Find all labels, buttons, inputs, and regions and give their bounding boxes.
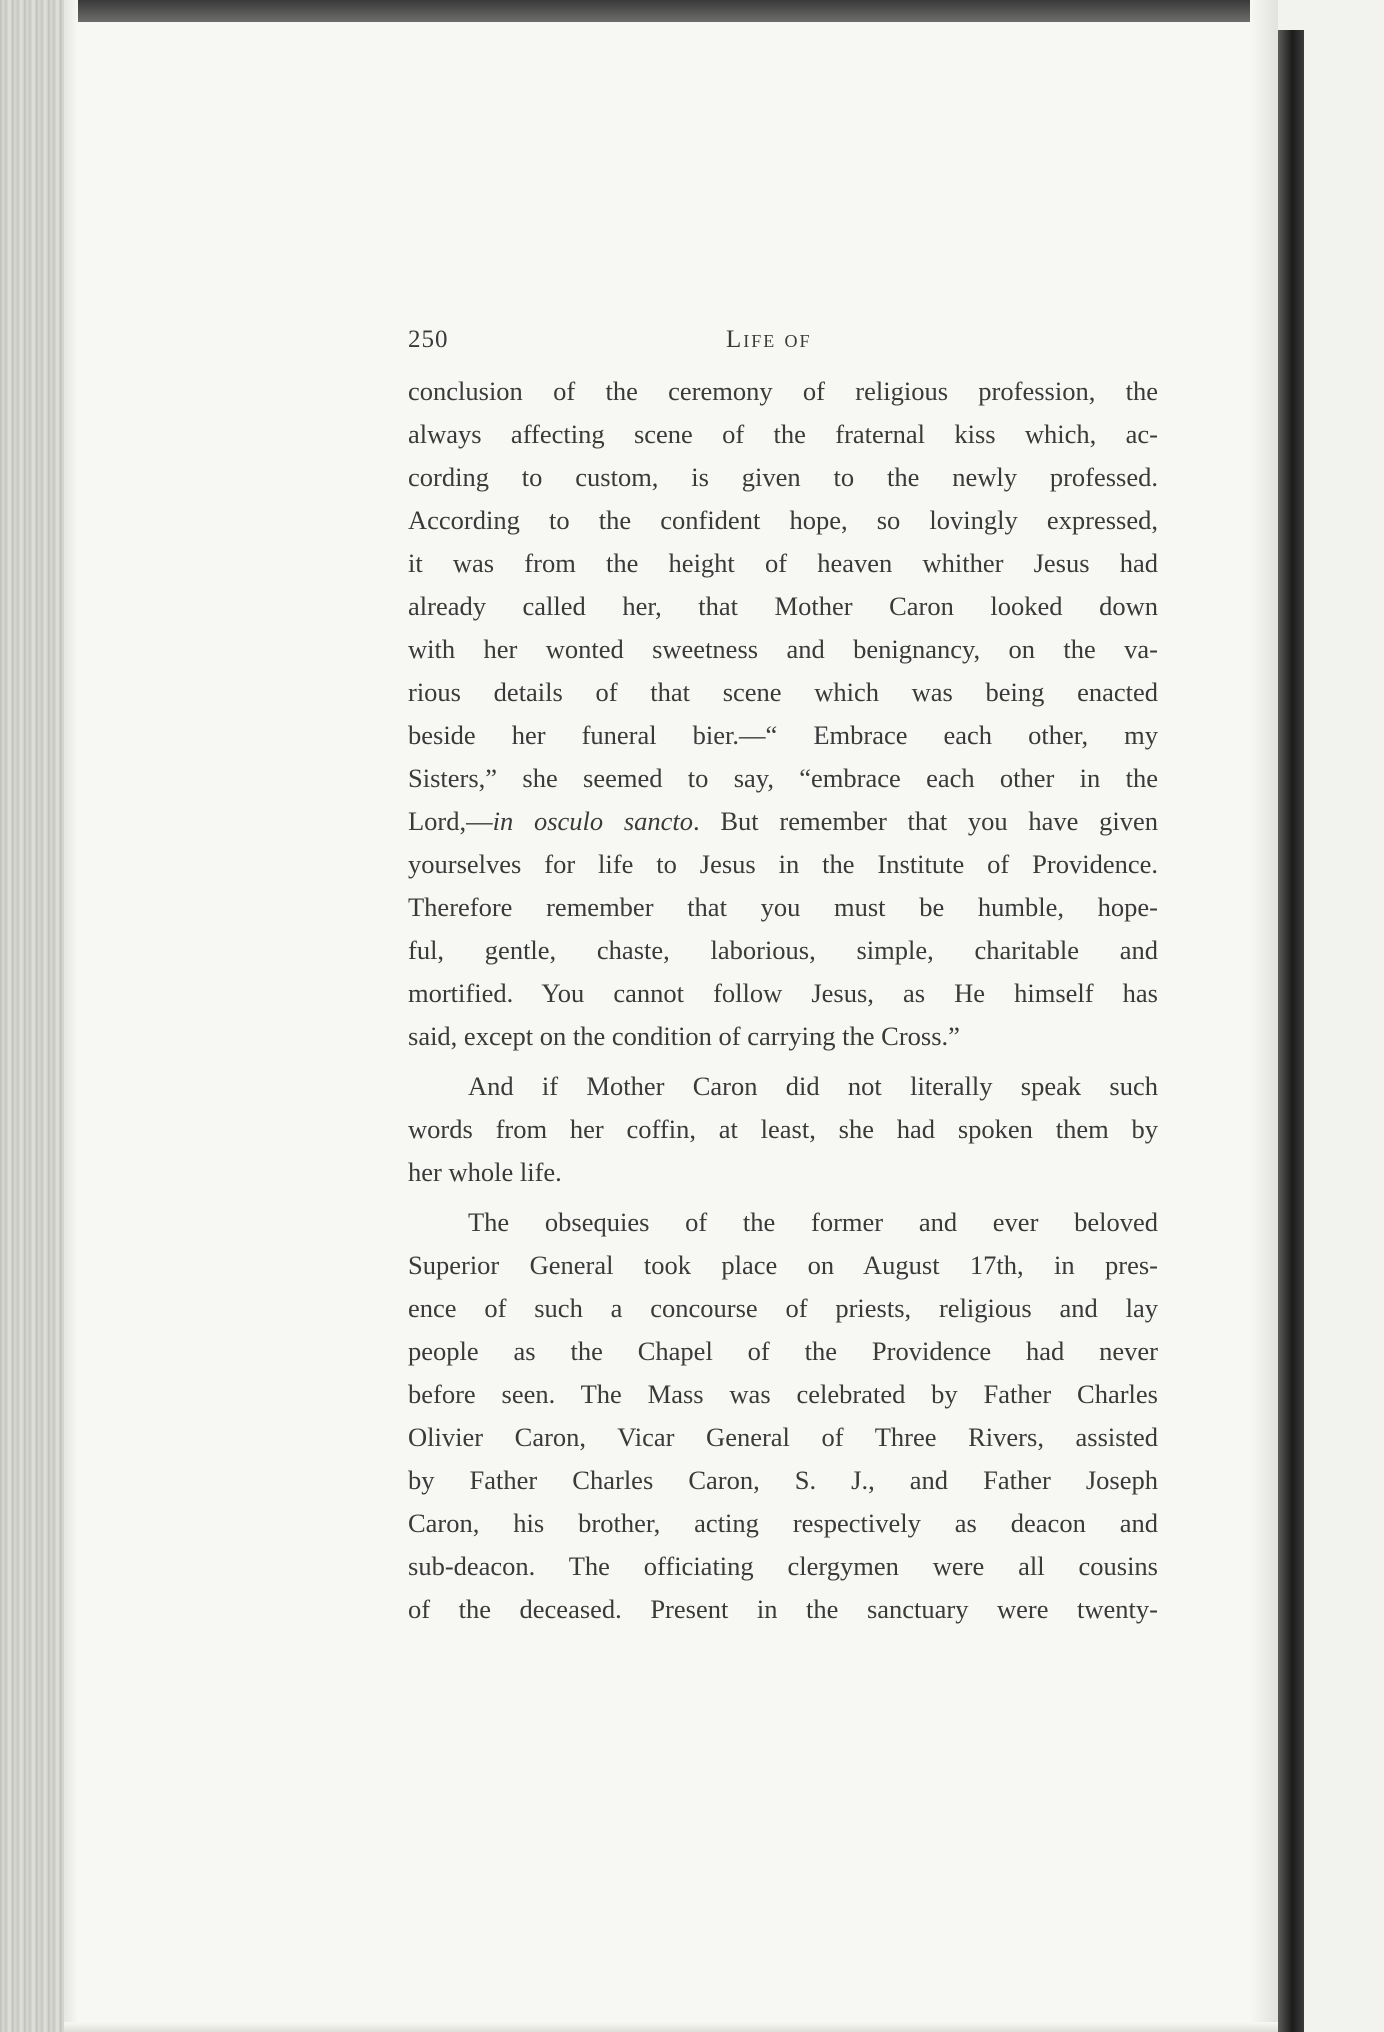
paragraph-1	[408, 370, 1158, 1058]
text-line: According to the confident hope, so lovingly expressed,	[408, 505, 1158, 535]
text-line: Sisters,” she seemed to say, “embrace each other in the	[408, 763, 1158, 793]
text-fragment: Lord,—	[408, 806, 493, 836]
text-line: yourselves for life to Jesus in the Institute of Providence.	[408, 849, 1158, 879]
page-number: 250	[408, 326, 449, 353]
right-page-shadow	[1250, 0, 1278, 2032]
text-fragment: . But remember that you have given	[693, 806, 1158, 836]
text-line: The obsequies of the former and ever beloved	[468, 1207, 1158, 1237]
text-line: cording to custom, is given to the newly professed.	[408, 462, 1158, 492]
text-line: with her wonted sweetness and benignancy, on the va-	[408, 634, 1158, 664]
text-line: always affecting scene of the fraternal kiss which, ac-	[408, 419, 1158, 449]
paragraph-3	[408, 1201, 1158, 1631]
text-line: Caron, his brother, acting respectively as deacon and	[408, 1508, 1158, 1538]
text-line: And if Mother Caron did not literally speak such	[468, 1071, 1158, 1101]
bottom-page-shadow	[64, 2022, 1278, 2032]
text-line: already called her, that Mother Caron looked down	[408, 591, 1158, 621]
text-line-with-latin	[408, 800, 1158, 843]
running-title: Life of	[726, 326, 812, 353]
text-line: beside her funeral bier.—“ Embrace each other, my	[408, 720, 1158, 750]
gutter-shadow	[64, 0, 78, 2032]
latin-phrase: in osculo sancto	[492, 806, 694, 836]
paragraph-2	[408, 1065, 1158, 1194]
text-line: ful, gentle, chaste, laborious, simple, charitable and	[408, 935, 1158, 965]
running-head	[408, 320, 1158, 370]
text-line: people as the Chapel of the Providence had never	[408, 1336, 1158, 1366]
text-line: it was from the height of heaven whither Jesus had	[408, 548, 1158, 578]
book-binding-edge-right	[1278, 30, 1304, 2032]
text-line: her whole life.	[408, 1157, 562, 1187]
text-line: conclusion of the ceremony of religious profession, the	[408, 376, 1158, 406]
text-line: by Father Charles Caron, S. J., and Father Joseph	[408, 1465, 1158, 1495]
scan-top-border	[0, 0, 1384, 22]
text-line: of the deceased. Present in the sanctuary were twenty-	[408, 1594, 1158, 1624]
text-line: mortified. You cannot follow Jesus, as He himself has	[408, 978, 1158, 1008]
book-page-edges-left	[0, 0, 65, 2032]
text-line: Therefore remember that you must be humble, hope-	[408, 892, 1158, 922]
text-line: Superior General took place on August 17th, in pres-	[408, 1250, 1158, 1280]
text-line: words from her coffin, at least, she had spoken them by	[408, 1114, 1158, 1144]
book-page	[408, 320, 1158, 1631]
text-line: ence of such a concourse of priests, religious and lay	[408, 1293, 1158, 1323]
text-line: said, except on the condition of carrying the Cross.”	[408, 1021, 960, 1051]
text-line: rious details of that scene which was being enacted	[408, 677, 1158, 707]
text-line: sub-deacon. The officiating clergymen were all cousins	[408, 1551, 1158, 1581]
text-line: Olivier Caron, Vicar General of Three Rivers, assisted	[408, 1422, 1158, 1452]
text-line: before seen. The Mass was celebrated by Father Charles	[408, 1379, 1158, 1409]
